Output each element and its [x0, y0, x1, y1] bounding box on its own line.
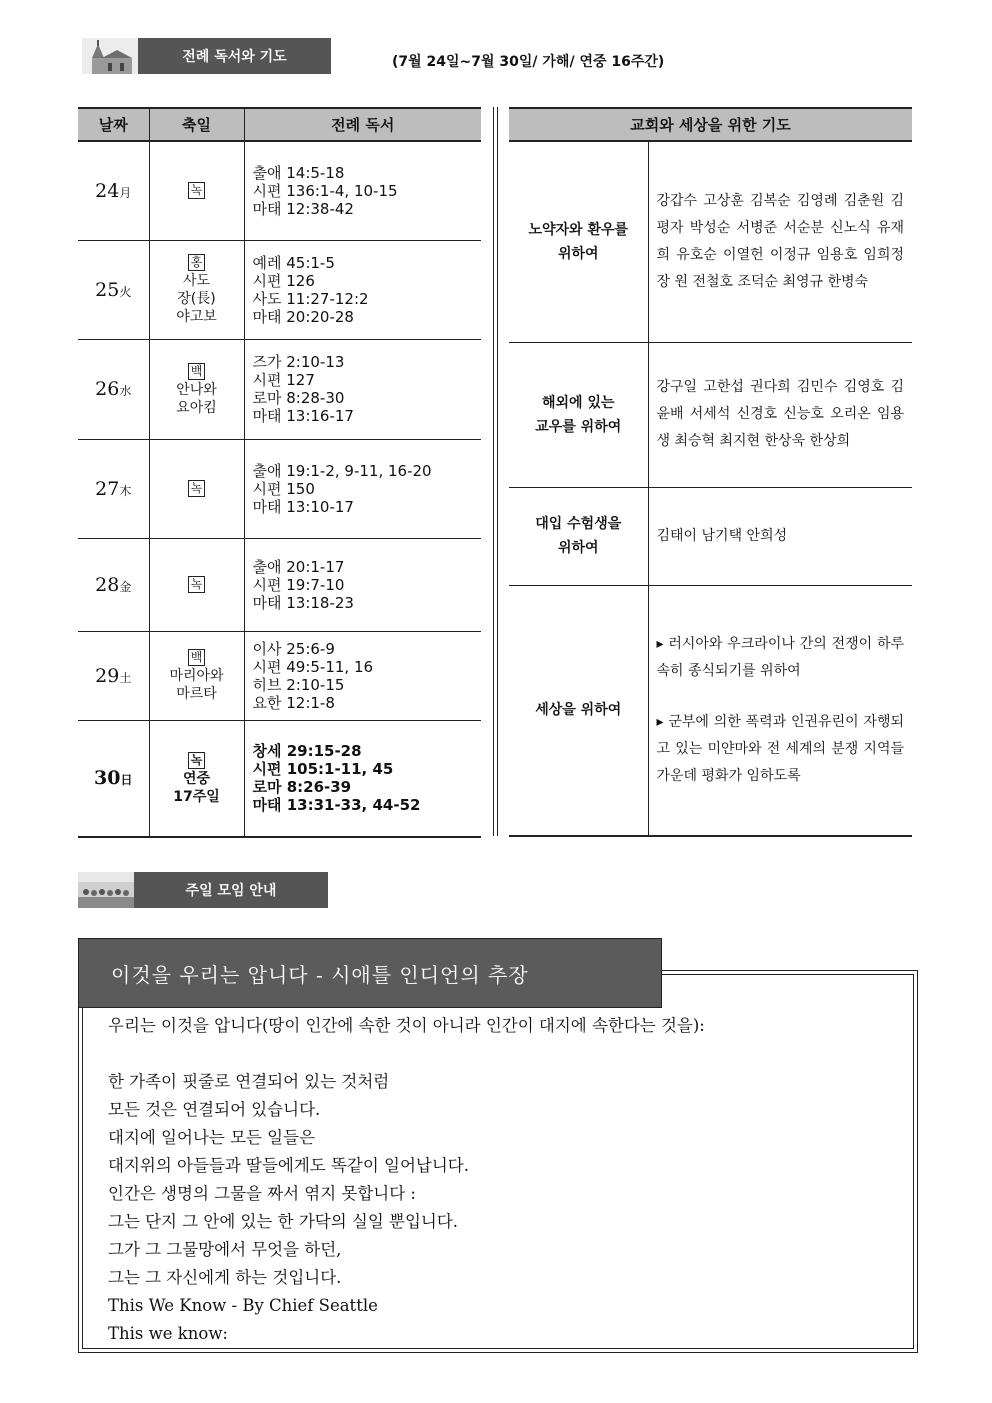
reading-line: 마태 20:20-28 [252, 307, 354, 326]
reading-line: 창세 29:15-28 [252, 742, 362, 761]
prayer-category [509, 141, 648, 342]
header-readings: 전례 독서 [244, 108, 481, 141]
reading-line: 사도 11:27-12:2 [252, 289, 369, 308]
date-cell [78, 240, 149, 339]
reading-line: 시편 105:1-11, 45 [252, 760, 394, 779]
prayer-row [509, 342, 912, 487]
readings-cell [244, 439, 481, 538]
date-cell [78, 538, 149, 631]
liturgical-color-mark: 녹 [188, 752, 206, 769]
liturgical-color-mark: 녹 [188, 576, 206, 593]
date-cell [78, 439, 149, 538]
prayer-content [648, 342, 912, 487]
poem-line: This we know: [108, 1324, 228, 1343]
reading-row [78, 720, 481, 837]
header-feast: 축일 [149, 108, 244, 141]
poem-line: 그는 단지 그 안에 있는 한 가닥의 실일 뿐입니다. [108, 1212, 459, 1231]
prayer-item: 강갑수 고상훈 김복순 김영례 김춘원 김평자 박성순 서병준 서순분 신노식 유재희 유호순 이열헌 이정규 임용호 임희정 장 원 전철호 조덕순 최영규 한병숙 [656, 192, 905, 290]
readings-cell [244, 538, 481, 631]
day-number: 30 [94, 767, 121, 790]
poem-line: 한 가족이 핏줄로 연결되어 있는 것처럼 [108, 1072, 390, 1091]
feast-name: 17주일 [173, 788, 220, 805]
poem-line: 대지에 일어나는 모든 일들은 [108, 1128, 316, 1147]
liturgy-section-header [82, 38, 331, 74]
weekday: 金 [119, 579, 132, 594]
day-number: 27 [95, 477, 120, 500]
day-number: 24 [95, 179, 120, 202]
feast-name: 요아킴 [176, 399, 217, 416]
weekday: 土 [119, 670, 132, 685]
feast-name: 마리아와 [169, 668, 224, 684]
feast-cell [149, 538, 244, 631]
prayer-content [648, 487, 912, 585]
prayer-category [509, 585, 648, 836]
poem-body [108, 1012, 898, 1348]
reading-line: 시편 127 [252, 371, 315, 389]
prayer-item: 김태이 남기택 안희성 [656, 527, 788, 544]
reading-line: 로마 8:28-30 [252, 389, 345, 407]
prayer-category [509, 342, 648, 487]
reading-line: 마태 13:18-23 [252, 593, 354, 612]
weekday: 火 [119, 284, 132, 299]
readings-cell [244, 141, 481, 240]
category-line: 노약자와 환우를 [528, 221, 629, 238]
liturgical-color-mark: 백 [188, 363, 206, 380]
reading-line: 시편 126 [252, 271, 315, 290]
reading-line: 출애 20:1-17 [252, 557, 345, 576]
reading-line: 출애 19:1-2, 9-11, 16-20 [252, 461, 432, 480]
date-cell [78, 631, 149, 720]
day-number: 25 [95, 278, 120, 301]
feast-cell [149, 339, 244, 439]
feast-cell [149, 720, 244, 837]
readings-cell [244, 720, 481, 837]
reading-line: 마태 12:38-42 [252, 199, 354, 218]
reading-row [78, 538, 481, 631]
readings-cell [244, 339, 481, 439]
reading-row [78, 339, 481, 439]
day-number: 26 [95, 378, 120, 400]
reading-line: 마태 13:10-17 [252, 497, 354, 516]
reading-row [78, 439, 481, 538]
poem-title: 이것을 우리는 압니다 - 시애틀 인디언의 추장 [78, 938, 662, 1008]
reading-line: 마태 13:31-33, 44-52 [252, 796, 421, 815]
weekday: 水 [119, 384, 132, 398]
reading-line: 이사 25:6-9 [252, 639, 335, 658]
prayer-row [509, 487, 912, 585]
feast-cell [149, 439, 244, 538]
reading-row [78, 240, 481, 339]
column-divider [493, 107, 498, 836]
weekday: 月 [119, 185, 132, 200]
prayer-category [509, 487, 648, 585]
poem-line: 그가 그 그물망에서 무엇을 하던, [108, 1240, 342, 1259]
reading-line: 출애 14:5-18 [252, 163, 345, 182]
day-number: 29 [95, 664, 120, 687]
feast-cell [149, 631, 244, 720]
gathering-section-header [78, 872, 328, 908]
poem-line: 대지위의 아들들과 딸들에게도 똑같이 일어납니다. [108, 1156, 469, 1175]
feast-cell [149, 141, 244, 240]
reading-line: 시편 150 [252, 479, 315, 498]
reading-row [78, 141, 481, 240]
liturgical-color-mark: 홍 [188, 254, 206, 271]
prayers-header: 교회와 세상을 위한 기도 [509, 108, 912, 141]
liturgical-color-mark: 녹 [188, 480, 206, 497]
prayer-item: 강구일 고한섭 권다희 김민수 김영호 김윤배 서세석 신경호 신능호 오리온 임용생 최승혁 최지현 한상욱 한상희 [656, 379, 905, 449]
date-range: (7월 24일~7월 30일/ 가해/ 연중 16주간) [392, 54, 665, 70]
readings-cell [244, 631, 481, 720]
day-number: 28 [95, 573, 120, 596]
poem-line [108, 1040, 898, 1068]
prayer-content [648, 585, 912, 836]
category-line: 교우를 위하여 [535, 418, 622, 435]
liturgical-color-mark: 녹 [188, 182, 206, 199]
feast-name: 장(長) [177, 291, 216, 307]
prayer-row [509, 141, 912, 342]
weekday: 木 [119, 483, 132, 498]
liturgy-section-title: 전례 독서와 기도 [138, 38, 331, 74]
category-line: 세상을 위하여 [535, 702, 622, 719]
date-cell [78, 141, 149, 240]
prayers-table [509, 107, 912, 837]
date-cell [78, 720, 149, 837]
header-date: 날짜 [78, 108, 149, 141]
reading-line: 즈가 2:10-13 [252, 353, 345, 371]
reading-line: 마태 13:16-17 [252, 407, 354, 425]
poem-line: 인간은 생명의 그물을 짜서 엮지 못합니다 : [108, 1184, 416, 1203]
poem-line: 우리는 이것을 압니다(땅이 인간에 속한 것이 아니라 인간이 대지에 속한다는 것을): [108, 1016, 705, 1035]
feast-cell [149, 240, 244, 339]
weekday: 日 [120, 773, 133, 788]
feast-name: 연중 [182, 770, 211, 787]
category-line: 위하여 [557, 245, 599, 262]
feast-name: 마르타 [176, 686, 217, 702]
reading-line: 예레 45:1-5 [252, 253, 335, 272]
feast-name: 사도 [182, 273, 211, 289]
gathering-photo [78, 872, 134, 908]
prayer-item: ▸ 군부에 의한 폭력과 인권유린이 자행되고 있는 미얀마와 전 세계의 분쟁 지역들 가운데 평화가 임하도록 [656, 713, 905, 784]
readings-cell [244, 240, 481, 339]
prayer-row [509, 585, 912, 836]
category-line: 대입 수험생을 [535, 516, 622, 532]
category-line: 위하여 [557, 540, 599, 556]
reading-line: 시편 49:5-11, 16 [252, 657, 374, 676]
reading-line: 시편 136:1-4, 10-15 [252, 181, 398, 200]
reading-line: 히브 2:10-15 [252, 675, 345, 694]
prayer-content [648, 141, 912, 342]
reading-row [78, 631, 481, 720]
liturgical-color-mark: 백 [188, 649, 206, 666]
poem-line: 모든 것은 연결되어 있습니다. [108, 1100, 321, 1119]
church-image [82, 38, 138, 74]
prayer-item: ▸ 러시아와 우크라이나 간의 전쟁이 하루 속히 종식되기를 위하여 [656, 635, 905, 679]
reading-line: 로마 8:26-39 [252, 778, 352, 797]
feast-name: 안나와 [176, 381, 217, 398]
gathering-section-title: 주일 모임 안내 [134, 872, 328, 908]
readings-table [78, 107, 481, 838]
feast-name: 야고보 [176, 309, 217, 325]
poem-line: This We Know - By Chief Seattle [108, 1296, 378, 1315]
reading-line: 요한 12:1-8 [252, 693, 335, 712]
poem-line: 그는 그 자신에게 하는 것입니다. [108, 1268, 342, 1287]
category-line: 해외에 있는 [542, 394, 615, 411]
reading-line: 시편 19:7-10 [252, 575, 345, 594]
date-cell [78, 339, 149, 439]
